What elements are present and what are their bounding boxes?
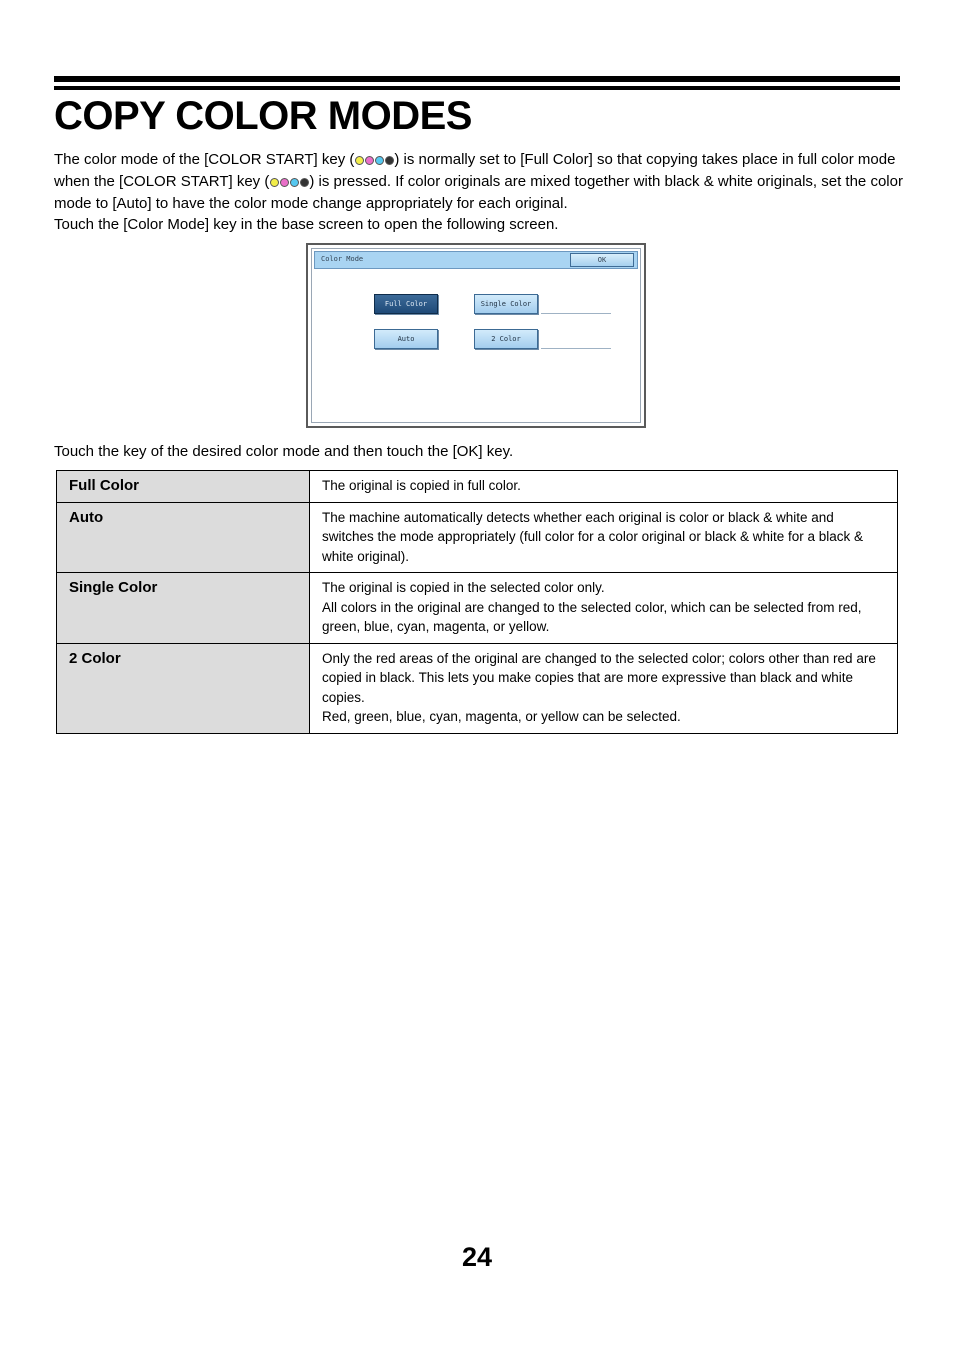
- description-line: All colors in the original are changed to the selected color, which can be selected from red, green, blue, cyan, magenta, or yellow.: [322, 599, 862, 634]
- intro-text: [54, 149, 904, 235]
- mode-description: [310, 573, 898, 644]
- screen-title-bar: [314, 251, 638, 269]
- mode-term: 2 Color: [57, 643, 310, 733]
- mode-description: [310, 502, 898, 573]
- description-line: The machine automatically detects whether each original is color or black & white and switches the mode appropriately (full color for a color original or black & white for a black & white original).: [322, 509, 863, 564]
- mode-term: Full Color: [57, 471, 310, 503]
- color-mode-screen: [306, 243, 646, 428]
- header-rule-thin: [54, 86, 900, 90]
- intro-paragraph-1: [54, 149, 904, 214]
- page-title: COPY COLOR MODES: [54, 94, 472, 138]
- mode-term: Single Color: [57, 573, 310, 644]
- table-row: [57, 573, 898, 644]
- full-color-button[interactable]: Full Color: [374, 294, 438, 314]
- intro-text-part-2: ) is normally set to [Full Color] so that copying takes place in full color mode when the [COLOR START] key (: [54, 151, 896, 190]
- screen-panel: [311, 248, 641, 423]
- auto-button[interactable]: Auto: [374, 329, 438, 349]
- single-color-button[interactable]: Single Color: [474, 294, 538, 314]
- table-row: [57, 643, 898, 733]
- description-line: The original is copied in the selected color only.: [322, 580, 605, 595]
- intro-paragraph-2: Touch the [Color Mode] key in the base screen to open the following screen.: [54, 216, 559, 233]
- instruction-text: Touch the key of the desired color mode and then touch the [OK] key.: [54, 443, 514, 460]
- single-color-setting-line: [541, 313, 611, 314]
- ok-button[interactable]: OK: [570, 253, 634, 267]
- description-line: The original is copied in full color.: [322, 478, 521, 493]
- table-row: [57, 471, 898, 503]
- page-number: 24: [461, 1242, 493, 1272]
- intro-text-part-1: The color mode of the [COLOR START] key (: [54, 151, 355, 168]
- screen-title: Color Mode: [321, 255, 364, 263]
- description-line: Red, green, blue, cyan, magenta, or yellow can be selected.: [322, 709, 681, 724]
- yellow-dot-icon: [355, 156, 364, 165]
- mode-description: [310, 643, 898, 733]
- color-modes-table: [56, 470, 898, 734]
- black-dot-icon: [385, 156, 394, 165]
- mode-description: [310, 471, 898, 503]
- magenta-dot-icon: [365, 156, 374, 165]
- color-start-key-icon: [354, 150, 394, 171]
- cyan-dot-icon: [290, 178, 299, 187]
- magenta-dot-icon: [280, 178, 289, 187]
- cyan-dot-icon: [375, 156, 384, 165]
- color-start-key-icon: [269, 172, 309, 193]
- table-row: [57, 502, 898, 573]
- black-dot-icon: [300, 178, 309, 187]
- two-color-button[interactable]: 2 Color: [474, 329, 538, 349]
- yellow-dot-icon: [270, 178, 279, 187]
- description-line: Only the red areas of the original are changed to the selected color; colors other than red are copied in black. This lets you make copies that are more expressive than black and white copies.: [322, 650, 876, 705]
- mode-term: Auto: [57, 502, 310, 573]
- two-color-setting-line: [541, 348, 611, 349]
- header-rule-thick: [54, 76, 900, 82]
- intro-text-part-3: ) is pressed. If color originals are mixed together with black & white originals, set the color mode to [Auto] to have the color mode change appropriately for each original.: [54, 173, 903, 212]
